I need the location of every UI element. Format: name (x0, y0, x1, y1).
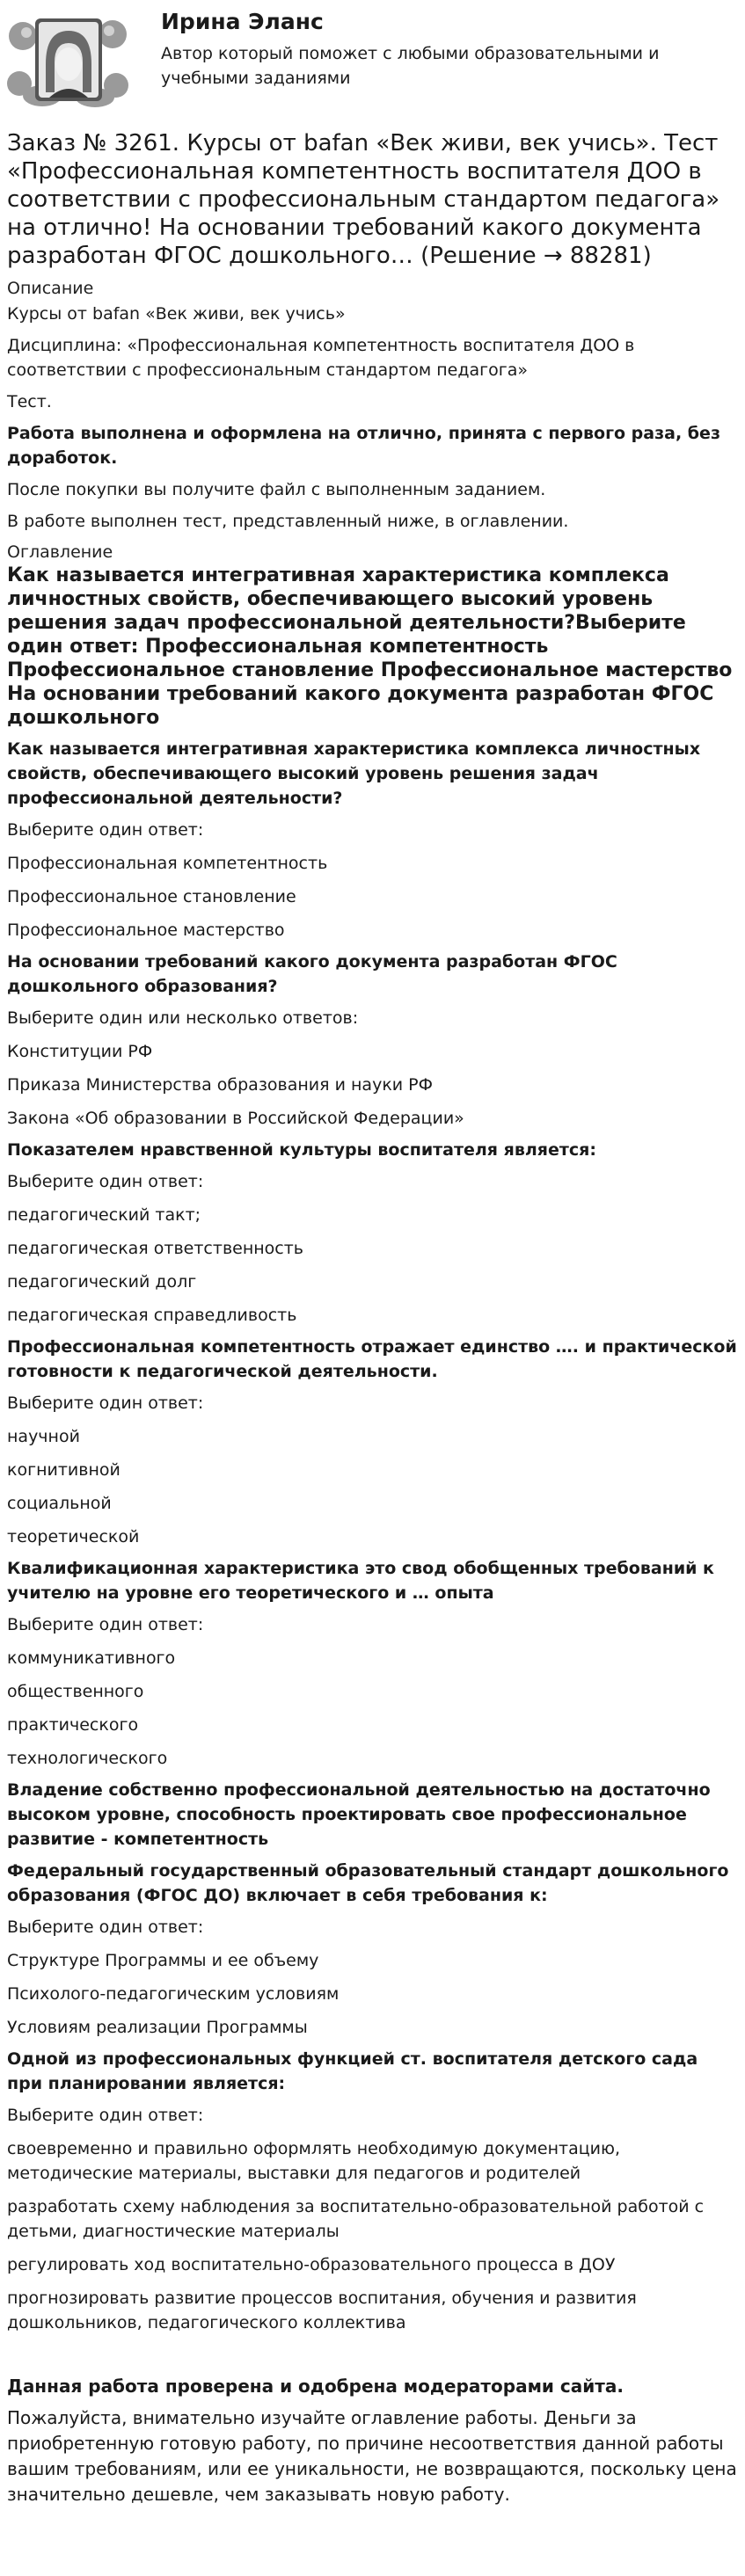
answer-option: Условиям реализации Программы (7, 2018, 308, 2037)
answer-option: педагогическая справедливость (7, 1306, 297, 1325)
question-text: Одной из профессиональных функцией ст. воспитателя детского сада при планировании является: (7, 2049, 698, 2093)
answer-option: Профессиональная компетентность (7, 854, 328, 873)
question-list (7, 737, 738, 2335)
course-name: Курсы от bafan «Век живи, век учись» (7, 304, 346, 324)
section-spacer (7, 2335, 738, 2374)
question-block (7, 1556, 738, 1771)
toc-note: В работе выполнен тест, представленный ниже, в оглавлении. (7, 512, 569, 531)
work-type: Тест. (7, 392, 52, 411)
question-block (7, 1335, 738, 1549)
answer-option: педагогический такт; (7, 1205, 201, 1225)
answer-option: научной (7, 1427, 80, 1446)
answer-option: Конституции РФ (7, 1042, 153, 1061)
answer-hint: Выберите один ответ: (7, 1615, 204, 1634)
author-avatar[interactable] (7, 11, 130, 108)
answer-option: Профессиональное мастерство (7, 921, 285, 940)
description-label: Описание (7, 279, 94, 298)
question-text: Как называется интегративная характеристика комплекса личностных свойств, обеспечивающего высокий уровень решения задач профессиональной деятельности? (7, 739, 701, 808)
question-text: Владение собственно профессиональной деятельностью на достаточно высоком уровне, способность проектировать свое профессиональное развитие - компетентность (7, 1780, 711, 1849)
answer-option: Профессиональное становление (7, 887, 296, 906)
answer-hint: Выберите один ответ: (7, 1917, 204, 1937)
answer-option: Психолого-педагогическим условиям (7, 1984, 340, 2004)
answer-option: разработать схему наблюдения за воспитательно-образовательной работой с детьми, диагностические материалы (7, 2197, 705, 2241)
toc-heading: Как называется интегративная характеристика комплекса личностных свойств, обеспечивающего высокий уровень решения задач профессиональной деятельности?Выберите один ответ: Профессиональная компетентность Профессиональное становление Профессиональное мастерство На основании требований какого документа разработан ФГОС дошкольного (7, 564, 733, 729)
question-text: Профессиональная компетентность отражает единство …. и практической готовности к педагогической деятельности. (7, 1337, 737, 1381)
answer-option: прогнозировать развитие процессов воспитания, обучения и развития дошкольников, педагогического коллектива (7, 2289, 637, 2332)
author-header (0, 0, 745, 123)
question-text: Квалификационная характеристика это свод обобщенных требований к учителю на уровне его теоретического и … опыта (7, 1559, 714, 1603)
answer-option: педагогическая ответственность (7, 1239, 304, 1258)
order-title: Заказ № 3261. Курсы от bafan «Век живи, век учись». Тест «Профессиональная компетентность воспитателя ДОО в соответствии с профессиональным стандартом педагога» на отлично! На основании требований какого документа разработан ФГОС дошкольного… (Решение → 88281) (7, 130, 720, 269)
toc-label: Оглавление (7, 542, 113, 562)
answer-hint: Выберите один или несколько ответов: (7, 1008, 359, 1028)
question-block (7, 737, 738, 942)
author-name[interactable]: Ирина Эланс (161, 9, 324, 34)
answer-option: практического (7, 1715, 139, 1735)
author-description: Автор который поможет с любыми образовательными и учебными заданиями (161, 44, 660, 88)
question-block (7, 950, 738, 1131)
answer-option: теоретической (7, 1527, 140, 1546)
answer-hint: Выберите один ответ: (7, 1172, 204, 1191)
answer-option: социальной (7, 1494, 112, 1513)
refund-notice: Пожалуйста, внимательно изучайте оглавление работы. Деньги за приобретенную готовую работу, по причине несоответствия данной работы вашим требованиям, или ее уникальности, не возвращаются, поскольку цена значительно дешевле, чем заказывать новую работу. (7, 2407, 737, 2505)
moderation-note: Данная работа проверена и одобрена модераторами сайта. (7, 2376, 624, 2397)
answer-hint: Выберите один ответ: (7, 2106, 204, 2125)
question-block (7, 1859, 738, 2040)
question-text: Федеральный государственный образовательный стандарт дошкольного образования (ФГОС ДО) включает в себя требования к: (7, 1861, 729, 1905)
question-block (7, 1138, 738, 1328)
answer-option: общественного (7, 1682, 144, 1701)
answer-option: Закона «Об образовании в Российской Федерации» (7, 1109, 464, 1128)
question-block (7, 1778, 738, 1852)
after-purchase-note: После покупки вы получите файл с выполненным заданием. (7, 480, 546, 499)
discipline: Дисциплина: «Профессиональная компетентность воспитателя ДОО в соответствии с профессиональным стандартом педагога» (7, 336, 635, 380)
question-block (7, 2047, 738, 2335)
answer-option: Структуре Программы и ее объему (7, 1951, 319, 1970)
answer-option: регулировать ход воспитательно-образовательного процесса в ДОУ (7, 2255, 616, 2274)
question-text: На основании требований какого документа разработан ФГОС дошкольного образования? (7, 952, 617, 996)
answer-option: своевременно и правильно оформлять необходимую документацию, методические материалы, выставки для педагогов и родителей (7, 2139, 621, 2183)
answer-option: коммуникативного (7, 1648, 176, 1668)
answer-option: Приказа Министерства образования и науки РФ (7, 1075, 433, 1095)
answer-hint: Выберите один ответ: (7, 820, 204, 840)
answer-option: технологического (7, 1749, 168, 1768)
order-content (0, 129, 745, 2507)
answer-option: когнитивной (7, 1460, 121, 1480)
answer-hint: Выберите один ответ: (7, 1394, 204, 1413)
answer-option: педагогический долг (7, 1272, 197, 1292)
question-text: Показателем нравственной культуры воспитателя является: (7, 1140, 596, 1160)
quality-note: Работа выполнена и оформлена на отлично, принята с первого раза, без доработок. (7, 424, 720, 468)
